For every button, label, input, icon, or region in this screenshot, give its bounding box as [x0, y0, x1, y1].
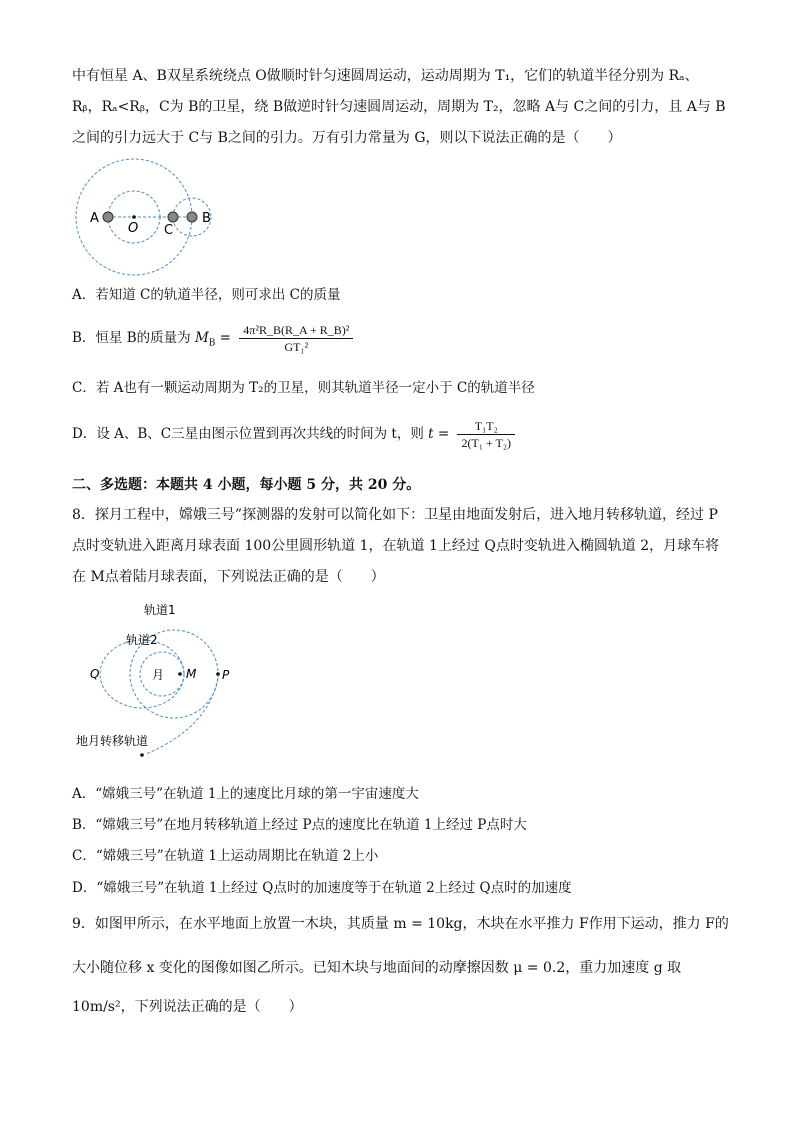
- q7-option-b-fraction: [239, 322, 353, 355]
- q8-option-b: B．“嫦娥三号”在地月转移轨道上经过 P点的速度比在轨道 1上经过 P点时大: [72, 817, 527, 833]
- q8-lunar-orbit-figure: [70, 598, 250, 764]
- q9-stem-line-1: 9．如图甲所示，在水平地面上放置一木块，其质量 m = 10kg，木块在水平推力 F作用下运动，推力 F的: [72, 916, 729, 932]
- label-transfer-orbit: 地月转移轨道: [76, 734, 149, 748]
- star-a: [103, 212, 113, 222]
- point-p: [216, 672, 220, 676]
- q7-option-b-text: B．恒星 B的质量为: [72, 330, 191, 346]
- q7-stem-line-2: Rᵦ，Rₐ<Rᵦ，C为 B的卫星，绕 B做逆时针匀速圆周运动，周期为 T₂，忽略 A与 C之间的引力，且 A与 B: [72, 99, 726, 115]
- label-q: Q: [90, 667, 100, 681]
- label-orbit-2: 轨道2: [126, 633, 158, 647]
- q9-stem-line-3: 10m/s²，下列说法正确的是（ ）: [72, 999, 303, 1015]
- q7-option-d-fraction: [457, 418, 515, 451]
- label-p: P: [222, 668, 230, 682]
- q7-option-b-numerator: 4π²R_B(R_A + R_B)²: [239, 322, 353, 339]
- orbit-2-ellipse: [100, 640, 184, 708]
- q7-option-d-lhs: t =: [428, 426, 450, 442]
- center-o: [132, 215, 136, 219]
- q7-option-d-text: D．设 A、B、C三星由图示位置到再次共线的时间为 t，则: [72, 426, 424, 442]
- q8-option-d: D．“嫦娥三号”在轨道 1上经过 Q点时的加速度等于在轨道 2上经过 Q点时的加速度: [72, 880, 572, 896]
- q7-option-d-numerator: T₁T₂: [457, 418, 515, 435]
- q7-option-b-denominator: GT₁²: [284, 340, 309, 354]
- q8-option-a: A．“嫦娥三号”在轨道 1上的速度比月球的第一宇宙速度大: [72, 786, 419, 802]
- label-moon: 月: [152, 668, 165, 682]
- label-m: M: [186, 667, 197, 681]
- star-b: [187, 212, 197, 222]
- label-orbit-1: 轨道1: [144, 603, 176, 617]
- q9-stem-line-2: 大小随位移 x 变化的图像如图乙所示。已知木块与地面间的动摩擦因数 μ = 0.2，重力加速度 g 取: [72, 960, 682, 976]
- label-a: A: [90, 211, 99, 226]
- q8-stem-line-2: 点时变轨进入距离月球表面 100公里圆形轨道 1，在轨道 1上经过 Q点时变轨进入椭圆轨道 2，月球车将: [72, 538, 720, 554]
- q7-option-c: C．若 A也有一颗运动周期为 T₂的卫星，则其轨道半径一定小于 C的轨道半径: [72, 380, 535, 396]
- q7-binary-star-figure: [70, 158, 250, 280]
- transfer-orbit-path: [146, 678, 218, 754]
- q7-option-d: [72, 418, 519, 451]
- q7-option-a: A．若知道 C的轨道半径，则可求出 C的质量: [72, 287, 341, 303]
- q7-option-b: B．恒星 B的质量为 $M_B$ = $\frac{\text{4π²R\_B(R\_A + R\_B)²}}{\text{GT₁²}}$: [72, 322, 357, 355]
- point-transfer-start: [140, 753, 144, 757]
- section-heading-multiple-choice: 二、多选题：本题共 4 小题，每小题 5 分，共 20 分。: [72, 477, 421, 493]
- point-m: [178, 672, 182, 676]
- q7-option-b-lhs: M: [194, 330, 209, 346]
- q8-option-c: C．“嫦娥三号”在轨道 1上运动周期比在轨道 2上小: [72, 848, 379, 864]
- q7-option-d-denominator: 2(T₁ + T₂): [461, 436, 512, 450]
- label-b: B: [202, 211, 211, 226]
- q7-stem-line-3: 之间的引力远大于 C与 B之间的引力。万有引力常量为 G，则以下说法正确的是（ ）: [72, 130, 622, 146]
- label-c: C: [164, 223, 174, 238]
- label-o: O: [128, 221, 139, 236]
- q8-stem-line-1: 8．探月工程中，嫦娥三号”探测器的发射可以简化如下：卫星由地面发射后，进入地月转移轨道，经过 P: [72, 507, 718, 523]
- q8-stem-line-3: 在 M点着陆月球表面，下列说法正确的是（ ）: [72, 569, 385, 585]
- q7-stem-line-1: 中有恒星 A、B双星系统绕点 O做顺时针匀速圆周运动，运动周期为 T₁，它们的轨道半径分别为 Rₐ、: [72, 68, 699, 84]
- satellite-c: [168, 212, 178, 222]
